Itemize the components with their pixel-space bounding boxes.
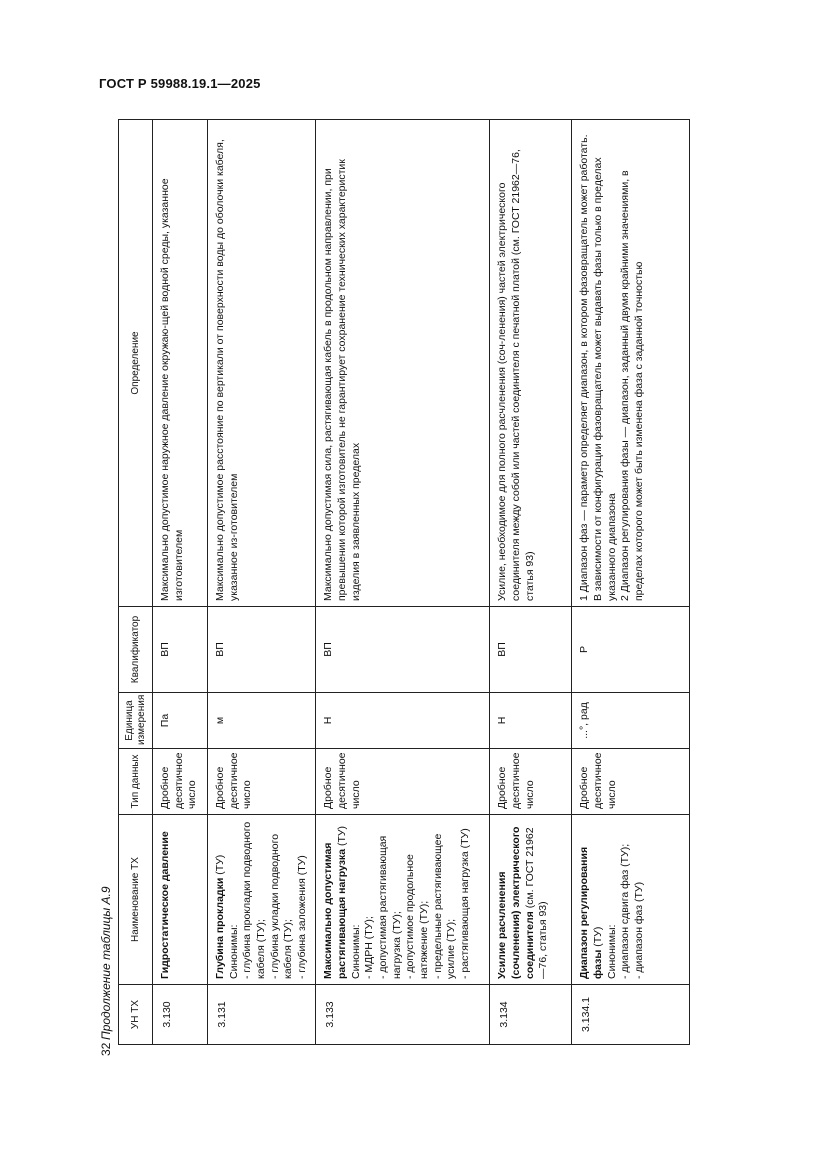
cell-unit: ...°, рад [572,693,690,749]
characteristic-term: Гидростатическое давление [159,831,171,979]
cell-name [316,815,490,985]
cell-unit: м [208,693,316,749]
cell-definition [572,120,690,607]
synonym-line: - допустимое продольное натяжение (ТУ); [404,854,430,979]
col-header-name: Наименование ТХ [119,815,153,985]
synonym-line: Синонимы: [349,924,362,979]
cell-data-type: Дробное десятичное число [208,749,316,815]
table-row [490,120,572,1045]
cell-definition [208,120,316,607]
synonym-line: Синонимы: [605,924,618,979]
table-continuation-label: Продолжение таблицы А.9 [99,886,113,1040]
cell-data-type: Дробное десятичное число [153,749,208,815]
synonym-line: - глубина заложения (ТУ) [295,855,308,979]
cell-un: 3.133 [316,985,490,1045]
cell-qualifier: ВП [153,607,208,693]
cell-un: 3.134 [490,985,572,1045]
characteristic-term: Усилие расчленения (сочленения) электрического соединителя [496,826,536,979]
table-body [153,120,690,1045]
characteristic-term: Глубина прокладки [214,877,226,979]
cell-definition [490,120,572,607]
characteristic-term-suffix: (ТУ) [336,825,349,849]
cell-un: 3.130 [153,985,208,1045]
rotated-table-container [118,120,686,1045]
synonym-line: - диапазон фаз (ТУ) [633,881,646,979]
cell-qualifier: ВП [490,607,572,693]
col-header-qualifier: Квалификатор [119,607,153,693]
cell-data-type: Дробное десятичное число [316,749,490,815]
cell-qualifier: ВП [208,607,316,693]
col-header-definition: Определение [119,120,153,607]
synonym-line: Синонимы: [227,924,240,979]
synonym-line: - растягивающая нагрузка (ТУ) [458,828,471,979]
definition-paragraph: Максимально допустимое расстояние по вертикали от поверхности воды до оболочки кабеля, указанное из-готовителем [214,139,240,601]
cell-definition [153,120,208,607]
synonym-line: - допустимая растягивающая нагрузка (ТУ); [377,835,403,979]
synonym-line: - диапазон сдвига фаз (ТУ); [619,843,632,979]
definition-paragraph: Усилие, необходимое для полного расчленения (соч-ленения) частей электрического соединителя между собой или частей соединителя с печатной платой (см. ГОСТ 21962—76, статья 93) [496,149,536,601]
synonym-line: - МДРН (ТУ); [363,916,376,979]
table-row [208,120,316,1045]
synonym-line: - предельные растягивающее усилие (ТУ); [431,833,458,979]
cell-unit: Н [490,693,572,749]
synonym-line: - глубина прокладки подводного кабеля (ТУ); [241,821,267,979]
characteristics-table [118,119,690,1045]
definition-paragraph: Максимально допустимая сила, растягивающая кабель в продольном направлении, при превышении которой изготовитель не гарантирует сохранение технических характеристик изделия в заявленных пределах [322,159,362,601]
cell-data-type: Дробное десятичное число [490,749,572,815]
cell-name [490,815,572,985]
characteristic-term: Диапазон регулирования фазы [578,846,605,979]
cell-name [153,815,208,985]
page-number: 32 [99,1042,113,1056]
table-row [316,120,490,1045]
cell-name [208,815,316,985]
table-row [572,120,690,1045]
col-header-unit: Единица измерения [119,693,153,749]
characteristic-term-suffix: (ТУ) [214,854,226,878]
cell-data-type: Дробное десятичное число [572,749,690,815]
characteristic-term-suffix: (см. ГОСТ 21962—76, статья 93) [523,827,550,979]
col-header-type: Тип данных [119,749,153,815]
synonym-line: - глубина укладки подводного кабеля (ТУ); [268,833,295,979]
cell-un: 3.134.1 [572,985,690,1045]
table-header-row [119,120,153,1045]
cell-name [572,815,690,985]
definition-paragraph: 1 Диапазон фаз — параметр определяет диапазон, в котором фазовращатель может работать. В зависимости от конфигурации фазовращатель может выдавать фазы только в пределах указанного диапазона [578,134,618,601]
cell-un: 3.131 [208,985,316,1045]
document-header: ГОСТ Р 59988.19.1—2025 [99,76,261,91]
characteristic-term-suffix: (ТУ) [592,926,605,950]
cell-qualifier: ВП [316,607,490,693]
table-row [153,120,208,1045]
characteristic-term: Максимально допустимая растягивающая нагрузка [322,842,349,979]
col-header-un: УН ТХ [119,985,153,1045]
cell-unit: Н [316,693,490,749]
cell-unit: Па [153,693,208,749]
definition-paragraph: 2 Диапазон регулирования фазы — диапазон, заданный двумя крайними значениями, в пределах которого может быть изменена фаза с заданной точностью [619,170,646,601]
cell-definition [316,120,490,607]
cell-qualifier: Р [572,607,690,693]
definition-paragraph: Максимально допустимое наружное давление окружаю-щей водной среды, указанное изготовителем [159,178,185,601]
